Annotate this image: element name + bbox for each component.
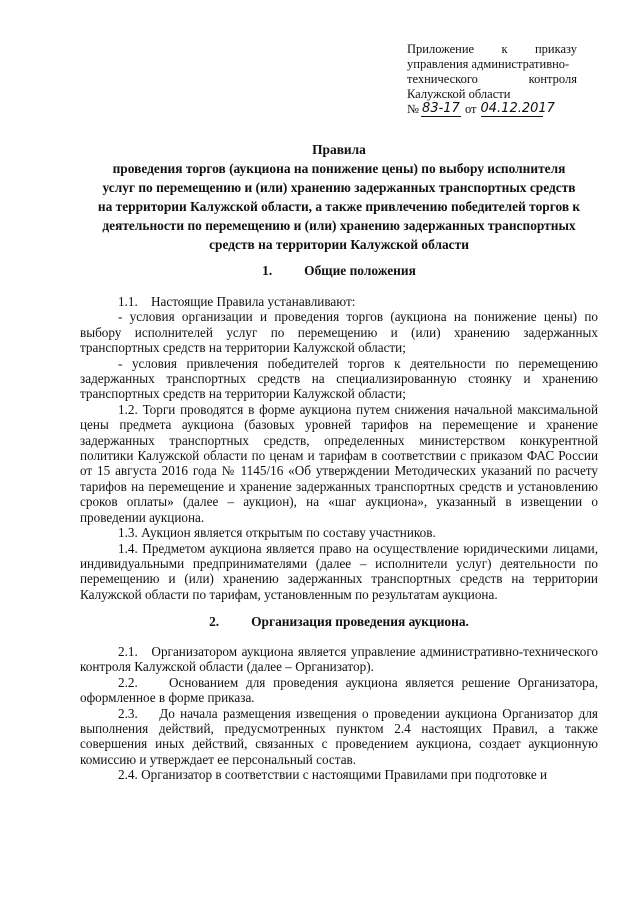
appendix-line-2: управления административно- [407, 57, 570, 71]
section-2-heading [80, 614, 598, 630]
paragraph: 2.2. Основанием для проведения аукциона является решение Организатора, оформленное в форме приказа. [80, 674, 598, 706]
paragraph: 2.4. Организатор в соответствии с настоящими Правилами при подготовке и [118, 767, 548, 783]
section-2-title: Организация проведения аукциона. [251, 614, 469, 629]
appendix-word-5: контроля [528, 72, 577, 86]
appendix-word-1: Приложение [407, 42, 475, 56]
section-1-number: 1. [262, 263, 273, 278]
section-2-number: 2. [209, 614, 220, 629]
appendix-word-2: к [501, 42, 508, 56]
title-line: деятельности по перемещению и (или) хранению задержанных транспортных [102, 218, 576, 233]
appendix-line-3 [407, 72, 577, 87]
appendix-word-3: приказу [534, 42, 577, 56]
paragraph: 1.1. Настоящие Правила устанавливают: [118, 294, 356, 309]
section-1-heading [80, 263, 598, 279]
title-line: на территории Калужской области, а также привлечению победителей торгов к [97, 199, 581, 214]
appendix-word-4: технического [407, 72, 478, 86]
paragraph: - условия организации и проведения торгов (аукциона на понижение цены) по выбору исполнителей услуг по перемещению и (или) хранению задержанных транспортных средств на территории Калужской области; [80, 309, 598, 356]
section-2-body [80, 644, 598, 783]
order-number-handwritten: 83-17 [422, 101, 460, 116]
order-no-label: № [407, 102, 419, 116]
appendix-line-1 [407, 42, 577, 57]
section-1-body [80, 294, 598, 602]
order-date-handwritten: 04.12.2017 [480, 101, 555, 116]
paragraph: - условия привлечения победителей торгов к деятельности по перемещению задержанных транспортных средств на специализированную стоянку и хранению транспортных средств на территории Калужской области; [80, 355, 598, 402]
paragraph: 2.3. До начала размещения извещения о проведении аукциона Организатор для выполнения действий, предусмотренных пунктом 2.4 настоящих Правил, а также совершения иных действий, связанных с проведением аукциона, создает аукционную комиссию и утверждает ее персональный состав. [80, 705, 598, 767]
appendix-header [407, 42, 577, 117]
title-line: средств на территории Калужской области [209, 237, 469, 252]
paragraph: 1.2. Торги проводятся в форме аукциона путем снижения начальной максимальной цены предмета аукциона (базовых уровней тарифов на перемещение и хранение задержанных транспортных средств, определенных министерством конкурентной политики Калужской области по ценам и тарифам в соответствии с приказом ФАС России от 15 августа 2016 года № 1145/16 «Об утверждении Методических указаний по расчету тарифов на перемещение и хранение задержанных транспортных средств и установлению сроков оплаты» (далее – аукцион), на «шаг аукциона», указанный в извещении о проведении аукциона. [80, 401, 598, 525]
section-1-title: Общие положения [304, 263, 416, 278]
paragraph: 1.4. Предметом аукциона является право на осуществление юридическими лицами, индивидуальными предпринимателями (далее – исполнители услуг) деятельности по перемещению и (или) хранению задержанных транспортных средств на территории Калужской области по тарифам, установленным по результатам аукциона. [80, 540, 598, 602]
paragraph: 1.3. Аукцион является открытым по составу участников. [118, 525, 436, 541]
paragraph: 2.1. Организатором аукциона является управление административно-технического контроля Калужской области (далее – Организатор). [80, 644, 598, 675]
order-number-line [407, 102, 577, 117]
title-heading: Правила [312, 142, 366, 157]
order-from-label: от [464, 102, 477, 116]
title-line: услуг по перемещению и (или) хранению задержанных транспортных средств [102, 180, 576, 195]
title-line: проведения торгов (аукциона на понижение цены) по выбору исполнителя [112, 161, 566, 176]
appendix-line-4: Калужской области [407, 87, 511, 101]
document-title [80, 140, 598, 254]
